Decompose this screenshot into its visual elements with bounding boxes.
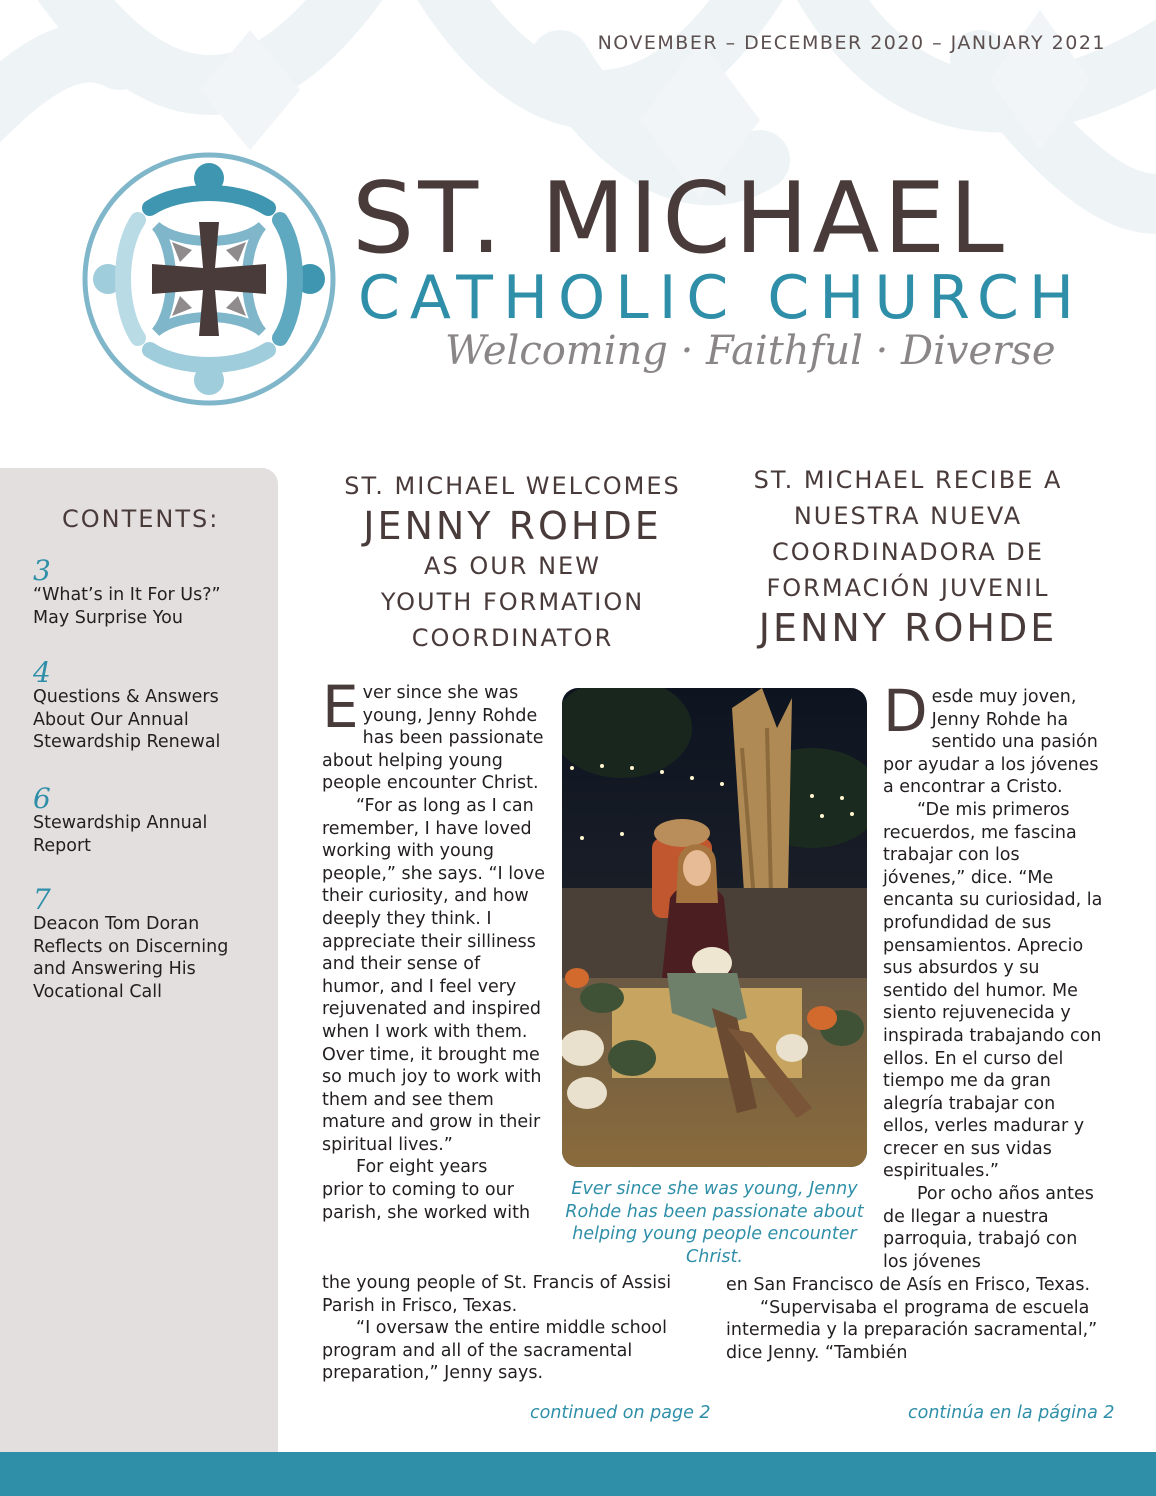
masthead-subtitle: CATHOLIC CHURCH	[358, 263, 1085, 333]
footer-bar	[0, 1452, 1156, 1496]
toc-page-number: 3	[33, 554, 51, 587]
jenny-rohde-photo	[562, 688, 867, 1167]
spanish-dropcap: D	[883, 677, 928, 745]
issue-date: NOVEMBER – DECEMBER 2020 – JANUARY 2021	[597, 32, 1106, 54]
toc-item-title: Questions & Answers About Our Annual Stewardship Renewal	[33, 687, 221, 752]
spanish-article-column: Desde muy joven, Jenny Rohde ha sentido una pasión por ayudar a los jóvenes a encontrar a Cristo. “De mis primeros recuerdos, me fascina trabajar con los jóvenes,” dice. “Me encanta su curiosidad, la profundidad de sus pensamientos. Aprecio sus absurdos y su sentido del humor. Me siento rejuvenecida y inspirada trabajando con ellos. En el curso del tiempo me da gran alegría trabajar con ellos, verles madurar y crecer en sus vidas espirituales.” Por ocho años antes de llegar a nuestra parroquia, trabajó con los jóvenes	[883, 677, 1103, 1272]
english-headline-name: JENNY ROHDE	[363, 504, 662, 548]
toc-page-number: 7	[33, 883, 51, 916]
toc-item[interactable]	[33, 883, 273, 1003]
toc-page-number: 6	[33, 782, 51, 815]
toc-item-title: Stewardship Annual Report	[33, 813, 208, 856]
masthead-tagline: Welcoming · Faithful · Diverse	[445, 328, 1056, 374]
english-dropcap: E	[322, 673, 359, 741]
photo-caption: Ever since she was young, Jenny Rohde has been passionate about helping young people encounter Christ.	[565, 1179, 864, 1267]
spanish-article-continuation: en San Francisco de Asís en Frisco, Texas. “Supervisaba el programa de escuela intermedia y la preparación sacramental,” dice Jenny. “También	[726, 1275, 1098, 1363]
spanish-headline: ST. MICHAEL RECIBE A NUESTRA NUEVA COORDINADORA DE FORMACIÓN JUVENIL JENNY ROHDE	[722, 462, 1094, 650]
masthead-title: ST. MICHAEL	[352, 162, 1008, 276]
toc-item-title: “What’s in It For Us?” May Surprise You	[33, 585, 221, 628]
toc-item[interactable]	[33, 782, 273, 857]
english-continued-link[interactable]: continued on page 2	[530, 1403, 711, 1423]
photo-illustration	[562, 688, 867, 1167]
toc-item[interactable]	[33, 554, 273, 629]
english-article-column: Ever since she was young, Jenny Rohde has been passionate about helping young people encounter Christ. “For as long as I can remember, I have loved working with young people,” she says. “I love their curiosity, and how deeply they think. I appreciate their silliness and their sense of humor, and I feel very rejuvenated and inspired when I work with them. Over time, it brought me so much joy to work with them and see them mature and grow in their spiritual lives.” For eight years prior to coming to our parish, she worked with	[322, 673, 545, 1223]
english-article-continuation: the young people of St. Francis of Assisi Parish in Frisco, Texas. “I oversaw the entire middle school program and all of the sacramental preparation,” Jenny says.	[322, 1273, 672, 1384]
contents-heading: CONTENTS:	[62, 505, 220, 533]
spanish-headline-name: JENNY ROHDE	[758, 606, 1058, 650]
toc-page-number: 4	[33, 656, 51, 689]
spanish-continued-link[interactable]: continúa en la página 2	[908, 1403, 1115, 1423]
toc-item[interactable]	[33, 656, 273, 754]
parish-logo-icon	[80, 150, 338, 408]
toc-item-title: Deacon Tom Doran Reflects on Discerning and Answering His Vocational Call	[33, 914, 229, 1002]
english-headline: ST. MICHAEL WELCOMES JENNY ROHDE AS OUR NEW YOUTH FORMATION COORDINATOR	[300, 468, 725, 656]
